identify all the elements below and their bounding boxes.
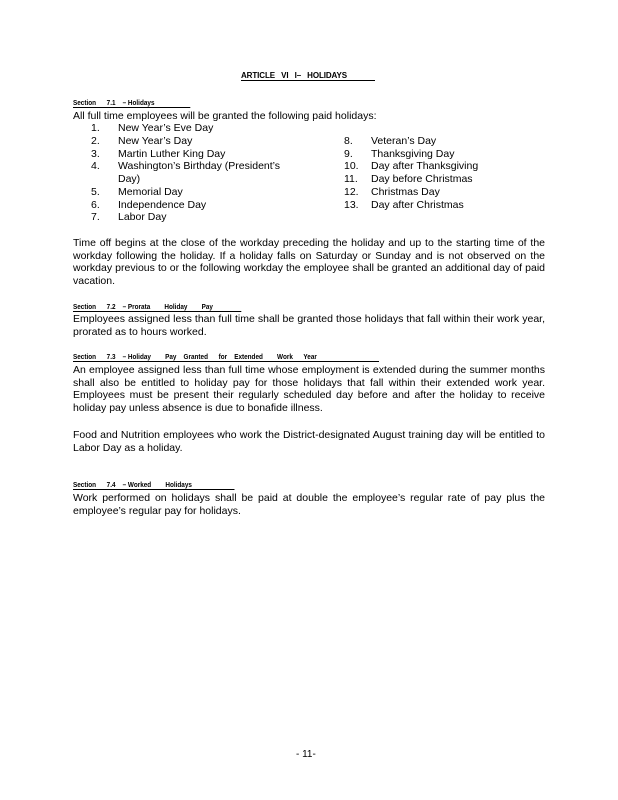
list-item xyxy=(91,199,207,212)
list-item-text: Memorial Day xyxy=(118,186,183,198)
list-item-text: Day before Christmas xyxy=(371,173,473,185)
section-7-4-paragraph: Work performed on holidays shall be paid at double the employee’s regular rate of pay plus the employee’s regular pay for holidays. xyxy=(73,492,545,517)
list-item-number: 7. xyxy=(91,211,100,223)
list-item-text: Veteran’s Day xyxy=(371,135,437,147)
list-item xyxy=(91,135,193,148)
list-item-number: 8. xyxy=(344,135,353,147)
list-item-number: 10. xyxy=(344,160,359,172)
article-title: ARTICLE VI I– HOLIDAYS xyxy=(241,71,375,81)
list-item-text: New Year’s Day xyxy=(118,135,193,147)
section-7-3-heading: Section 7.3 – Holiday Pay Granted for Extended Work Year xyxy=(73,352,379,362)
list-item-text: New Year’s Eve Day xyxy=(118,122,214,134)
list-item xyxy=(344,186,440,199)
section-7-2-paragraph: Employees assigned less than full time shall be granted those holidays that fall within their work year, prorated as to hours worked. xyxy=(73,313,545,338)
section-7-1-intro: All full time employees will be granted the following paid holidays: xyxy=(73,110,377,122)
list-item-text: Day after Christmas xyxy=(371,199,464,211)
list-item xyxy=(344,173,473,186)
section-7-1-paragraph: Time off begins at the close of the workday preceding the holiday and up to the starting time of the workday following the holiday. If a holiday falls on Saturday or Sunday and is not observed on the workday previous to or the following workday the employee shall be granted an additional day of paid vacation. xyxy=(73,237,545,288)
section-7-2-heading: Section 7.2 – Prorata Holiday Pay xyxy=(73,302,241,312)
list-item xyxy=(344,160,479,173)
list-item-number: 13. xyxy=(344,199,359,211)
list-item xyxy=(91,211,167,224)
list-item xyxy=(344,148,455,161)
list-item-text: Thanksgiving Day xyxy=(371,148,455,160)
list-item-text: Christmas Day xyxy=(371,186,440,198)
list-item-number: 3. xyxy=(91,148,100,160)
list-item-text: Day) xyxy=(118,173,141,185)
section-7-1-heading: Section 7.1 – Holidays xyxy=(73,98,190,108)
list-item xyxy=(91,160,281,173)
list-item xyxy=(91,122,214,135)
list-item xyxy=(344,135,437,148)
list-item-number: 4. xyxy=(91,160,100,172)
list-item xyxy=(91,186,183,199)
list-item-number: 9. xyxy=(344,148,353,160)
list-item-number: 5. xyxy=(91,186,100,198)
list-item-text: Day after Thanksgiving xyxy=(371,160,479,172)
list-item-text: Washington’s Birthday (President’s xyxy=(118,160,281,172)
page-number: - 11- xyxy=(296,749,316,760)
section-7-3-paragraph-2: Food and Nutrition employees who work the District-designated August training day will be entitled to Labor Day as a holiday. xyxy=(73,429,545,454)
list-item-text: Martin Luther King Day xyxy=(118,148,226,160)
section-7-3-paragraph: An employee assigned less than full time whose employment is extended during the summer months shall also be entitled to holiday pay for those holidays that fall within their extended work year. Employees must be present their regularly scheduled day before and after the holiday to receive holiday pay unless absence is due to bonafide illness. xyxy=(73,364,545,415)
section-7-4-heading: Section 7.4 – Worked Holidays xyxy=(73,480,235,490)
list-item-number: 1. xyxy=(91,122,100,134)
list-item-number: 2. xyxy=(91,135,100,147)
list-item xyxy=(91,148,226,161)
list-item xyxy=(344,199,464,212)
list-item-number: 6. xyxy=(91,199,100,211)
list-item-text: Labor Day xyxy=(118,211,167,223)
list-item-number: 11. xyxy=(344,173,358,185)
list-item-text: Independence Day xyxy=(118,199,207,211)
list-item-number: 12. xyxy=(344,186,359,198)
